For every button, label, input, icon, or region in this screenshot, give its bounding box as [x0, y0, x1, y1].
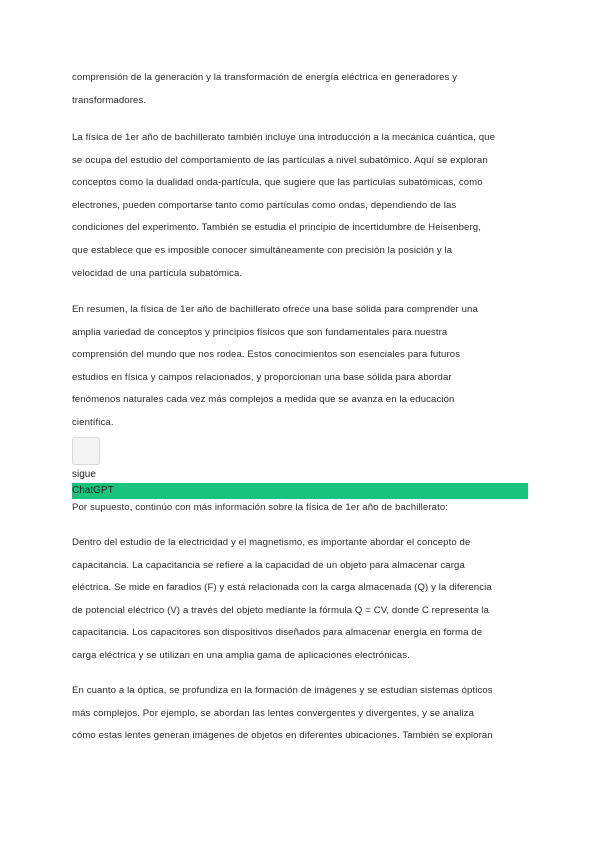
- text-line: comprensión de la generación y la transformación de energía eléctrica en generadores y: [72, 72, 458, 83]
- text-line: científica.: [72, 416, 114, 428]
- text-line: comprensión del mundo que nos rodea. Estos conocimientos son esenciales para futuros: [72, 349, 461, 361]
- paragraph-generators: [72, 67, 528, 112]
- text-line: Dentro del estudio de la electricidad y el magnetismo, es importante abordar el concepto de: [72, 537, 471, 548]
- text-line: de potencial eléctrico (V) a través del objeto mediante la fórmula Q = CV, donde C representa la: [72, 604, 489, 616]
- text-line: cómo estas lentes generan imágenes de objetos en diferentes ubicaciones. También se exploran: [72, 730, 493, 742]
- text-line: Por supuesto, continúo con más información sobre la física de 1er año de bachillerato:: [72, 502, 449, 513]
- text-line: velocidad de una partícula subatómica.: [72, 267, 243, 279]
- text-line: más complejos. Por ejemplo, se abordan las lentes convergentes y divergentes, y se analiza: [72, 707, 475, 719]
- paragraph-capacitance: [72, 532, 528, 668]
- user-message: sigue: [72, 469, 96, 480]
- text-line: capacitancia. Los capacitores son dispositivos diseñados para almacenar energía en forma de: [72, 627, 483, 639]
- chatgpt-label: ChatGPT: [72, 483, 528, 499]
- text-line: se ocupa del estudio del comportamiento de las partículas a nivel subatómico. Aquí se exploran: [72, 154, 488, 166]
- paragraph-optics: [72, 680, 528, 748]
- text-line: amplia variedad de conceptos y principios físicos que son fundamentales para nuestra: [72, 326, 448, 338]
- paragraph-intro-continuation: [72, 497, 528, 520]
- text-line: conceptos como la dualidad onda-partícula, que sugiere que las partículas subatómicas, como: [72, 177, 483, 189]
- text-line: capacitancia. La capacitancia se refiere a la capacidad de un objeto para almacenar carga: [72, 559, 465, 571]
- text-line: condiciones del experimento. También se estudia el principio de incertidumbre de Heisenberg,: [72, 222, 481, 234]
- text-line: En cuanto a la óptica, se profundiza en la formación de imágenes y se estudian sistemas ópticos: [72, 685, 493, 696]
- paragraph-quantum-mechanics: [72, 127, 528, 285]
- text-line: carga eléctrica y se utilizan en una amplia gama de aplicaciones electrónicas.: [72, 649, 410, 661]
- text-line: La física de 1er año de bachillerato también incluye una introducción a la mecánica cuántica, que: [72, 132, 496, 143]
- text-line: estudios en física y campos relacionados, y proporcionan una base sólida para abordar: [72, 371, 452, 383]
- text-line: transformadores.: [72, 94, 147, 106]
- text-line: eléctrica. Se mide en faradios (F) y está relacionada con la carga almacenada (Q) y la diferencia: [72, 582, 492, 594]
- text-line: que establece que es imposible conocer simultáneamente con precisión la posición y la: [72, 244, 453, 256]
- text-line: electrones, pueden comportarse tanto como partículas como ondas, dependiendo de las: [72, 199, 457, 211]
- user-avatar: [72, 437, 100, 465]
- text-line: fenómenos naturales cada vez más complejos a medida que se avanza en la educación: [72, 394, 455, 406]
- paragraph-summary: [72, 299, 528, 435]
- text-line: En resumen, la física de 1er año de bachillerato ofrece una base sólida para comprender una: [72, 304, 478, 315]
